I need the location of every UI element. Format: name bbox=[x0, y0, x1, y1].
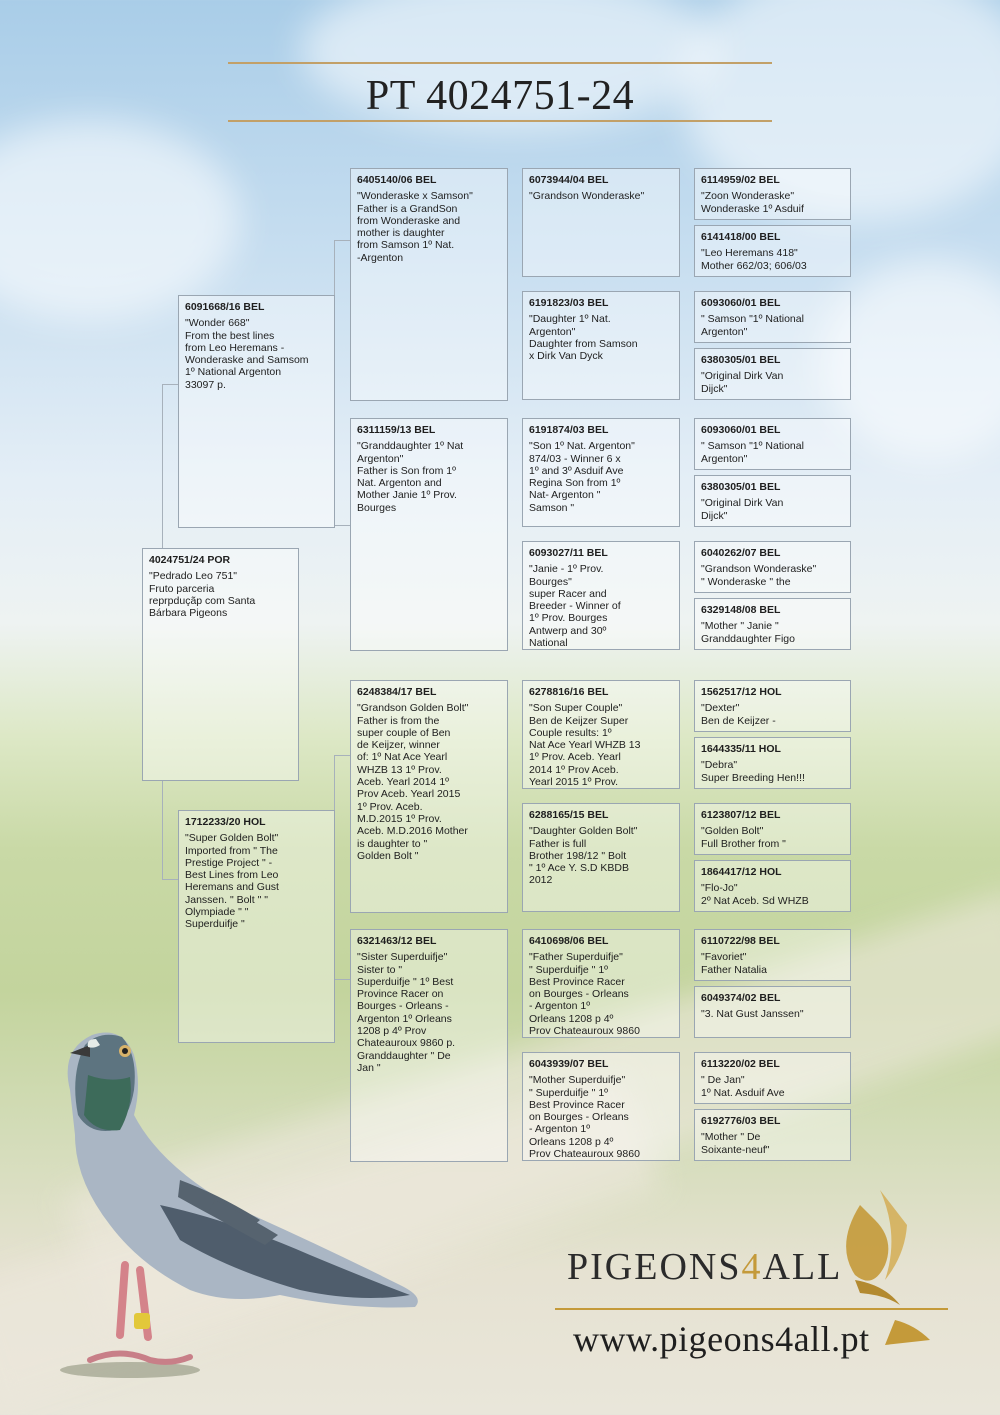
pigeon-description: "Debra" Super Breeding Hen!!! bbox=[701, 759, 805, 784]
ring-number: 6410698/06 BEL bbox=[529, 935, 609, 947]
gen3-box bbox=[522, 680, 680, 789]
ring-number: 6380305/01 BEL bbox=[701, 481, 781, 493]
ring-number: 6040262/07 BEL bbox=[701, 547, 781, 559]
ring-number: 1864417/12 HOL bbox=[701, 866, 782, 878]
brand-logo-end: ALL bbox=[762, 1246, 843, 1288]
pigeon-photo bbox=[30, 965, 450, 1385]
gen4-box bbox=[694, 803, 851, 855]
pigeon-description: "Father Superduifje" " Superduifje " 1º Best Province Racer on Bourges - Orleans - Argenton 1º Orleans 1208 p 4º Prov Chateauroux 9860 bbox=[529, 951, 640, 1038]
ring-number: 6191823/03 BEL bbox=[529, 297, 609, 309]
gen4-box bbox=[694, 1052, 851, 1104]
connector-line bbox=[334, 755, 350, 823]
pigeon-description: "Favoriet" Father Natalia bbox=[701, 951, 767, 976]
ring-number: 6405140/06 BEL bbox=[357, 174, 437, 186]
ring-number: 6191874/03 BEL bbox=[529, 424, 609, 436]
brand-logo-text bbox=[567, 1245, 842, 1289]
gen4-box bbox=[694, 168, 851, 220]
ring-number: 6329148/08 BEL bbox=[701, 604, 781, 616]
ring-number: 6288165/15 BEL bbox=[529, 809, 609, 821]
gen4-box bbox=[694, 475, 851, 527]
ring-number: 6311159/13 BEL bbox=[357, 424, 436, 436]
brand-logo-four: 4 bbox=[741, 1246, 763, 1288]
ring-number: 6091668/16 BEL bbox=[185, 301, 265, 313]
gen4-box bbox=[694, 737, 851, 789]
pigeon-description: "3. Nat Gust Janssen" bbox=[701, 1008, 804, 1021]
gen4-box bbox=[694, 541, 851, 593]
website-url: www.pigeons4all.pt bbox=[573, 1319, 870, 1359]
pigeon-description: "Wonderaske x Samson" Father is a GrandSon from Wonderaske and mother is daughter from Samson 1º Nat. -Argenton bbox=[357, 190, 473, 264]
ring-number: 6073944/04 BEL bbox=[529, 174, 609, 186]
ring-number: 1644335/11 HOL bbox=[701, 743, 781, 755]
ring-number: 6049374/02 BEL bbox=[701, 992, 781, 1004]
ring-number: 6093060/01 BEL bbox=[701, 297, 781, 309]
gen4-box bbox=[694, 1109, 851, 1161]
pigeon-description: "Golden Bolt" Full Brother from " bbox=[701, 825, 786, 850]
pigeon-description: "Zoon Wonderaske" Wonderaske 1º Asduif bbox=[701, 190, 804, 215]
gen4-box bbox=[694, 418, 851, 470]
pigeon-description: "Mother " Janie " Granddaughter Figo bbox=[701, 620, 795, 645]
pigeon-description: "Janie - 1º Prov. Bourges" super Racer and Breeder - Winner of 1º Prov. Bourges Antwerp and 30º National bbox=[529, 563, 621, 650]
connector-line bbox=[162, 780, 179, 880]
pigeon-description: "Original Dirk Van Dijck" bbox=[701, 370, 784, 395]
connector-line bbox=[334, 470, 350, 526]
connector-line bbox=[334, 240, 350, 308]
gen3-box bbox=[522, 168, 680, 277]
sire-box bbox=[178, 295, 335, 528]
pigeon-description: "Pedrado Leo 751" Fruto parceria reprpduçãp com Santa Bárbara Pigeons bbox=[149, 570, 256, 620]
gen4-box bbox=[694, 348, 851, 400]
pigeon-description: " Samson "1º National Argenton" bbox=[701, 313, 804, 338]
ring-number: 6321463/12 BEL bbox=[357, 935, 437, 947]
gen4-box bbox=[694, 929, 851, 981]
pigeon-description: "Mother " De Soixante-neuf" bbox=[701, 1131, 770, 1156]
ring-number: 6114959/02 BEL bbox=[701, 174, 780, 186]
ring-number: 6141418/00 BEL bbox=[701, 231, 781, 243]
gen4-box bbox=[694, 860, 851, 912]
pigeon-description: "Original Dirk Van Dijck" bbox=[701, 497, 784, 522]
ring-number: 6248384/17 BEL bbox=[357, 686, 437, 698]
ring-number: 6113220/02 BEL bbox=[701, 1058, 780, 1070]
pigeon-description: "Mother Superduifje" " Superduifje " 1º Best Province Racer on Bourges - Orleans - Argenton 1º Orleans 1208 p 4º Prov Chateauroux 9860 bbox=[529, 1074, 640, 1161]
pigeon-description: "Grandson Golden Bolt" Father is from the super couple of Ben de Keijzer, winner of: 1º Nat Ace Yearl WHZB 13 1º Prov. Aceb. Yearl 2014 1º Prov Aceb. Yearl 2015 1º Prov. Aceb. M.D.2015 1º Prov. Aceb. M.D.2016 Mother is daughter to " Golden Bolt " bbox=[357, 702, 469, 862]
connector-line bbox=[162, 384, 179, 548]
gen2-box bbox=[350, 168, 508, 401]
pigeon-description: "Wonder 668" From the best lines from Leo Heremans - Wonderaske and Samsom 1º National Argenton 33097 p. bbox=[185, 317, 309, 391]
pigeon-description: "Grandson Wonderaske" bbox=[529, 190, 645, 203]
pigeon-description: "Super Golden Bolt" Imported from " The Prestige Project " - Best Lines from Leo Heremans and Gust Janssen. " Bolt " " Olympiade " " Superduifje " bbox=[185, 832, 279, 931]
gen3-box bbox=[522, 418, 680, 527]
title-rule-bottom bbox=[228, 120, 772, 122]
pigeon-description: "Sister Superduifje" Sister to " Superduifje " 1º Best Province Racer on Bourges - Orleans - Argenton 1º Orleans 1208 p 4º Prov Chateauroux 9860 p. Granddaughter " De Jan " bbox=[357, 951, 456, 1074]
gen3-box bbox=[522, 1052, 680, 1161]
ring-number: 6278816/16 BEL bbox=[529, 686, 609, 698]
pedigree-subject-box bbox=[142, 548, 299, 781]
gen4-box bbox=[694, 225, 851, 277]
ring-number: 1712233/20 HOL bbox=[185, 816, 266, 828]
pigeon-description: "Son 1º Nat. Argenton" 874/03 - Winner 6 x 1º and 3º Asduif Ave Regina Son from 1º Nat- Argenton " Samson " bbox=[529, 440, 635, 514]
gen3-box bbox=[522, 803, 680, 912]
pigeon-description: "Daughter Golden Bolt" Father is full Brother 198/12 " Bolt " 1º Ace Y. S.D KBDB 2012 bbox=[529, 825, 638, 887]
pigeon-description: " Samson "1º National Argenton" bbox=[701, 440, 804, 465]
gen4-box bbox=[694, 598, 851, 650]
pigeon-description: "Son Super Couple" Ben de Keijzer Super Couple results: 1º Nat Ace Yearl WHZB 13 1º Prov. Aceb. Yearl 2014 1º Prov Aceb. Yearl 2015 1º Prov. bbox=[529, 702, 641, 789]
pigeon-description: " De Jan" 1º Nat. Asduif Ave bbox=[701, 1074, 785, 1099]
ring-number: 6192776/03 BEL bbox=[701, 1115, 781, 1127]
ring-number: 6093060/01 BEL bbox=[701, 424, 781, 436]
gen4-box bbox=[694, 291, 851, 343]
pigeon-description: "Granddaughter 1º Nat Argenton" Father is Son from 1º Nat. Argenton and Mother Janie 1º Prov. Bourges bbox=[357, 440, 464, 514]
gen2-box bbox=[350, 418, 508, 651]
gen2-box bbox=[350, 680, 508, 913]
ring-number: 6380305/01 BEL bbox=[701, 354, 781, 366]
pigeon-description: "Grandson Wonderaske" " Wonderaske " the bbox=[701, 563, 817, 588]
cloud-decoration bbox=[0, 120, 240, 320]
brand-logo-main: PIGEONS bbox=[567, 1246, 742, 1288]
ring-number: 6123807/12 BEL bbox=[701, 809, 781, 821]
ring-number: 1562517/12 HOL bbox=[701, 686, 782, 698]
gen3-box bbox=[522, 929, 680, 1038]
pigeon-description: "Flo-Jo" 2º Nat Aceb. Sd WHZB bbox=[701, 882, 809, 907]
pigeon-description: "Dexter" Ben de Keijzer - bbox=[701, 702, 776, 727]
gen4-box bbox=[694, 986, 851, 1038]
gen3-box bbox=[522, 541, 680, 650]
gen3-box bbox=[522, 291, 680, 400]
ring-number: 4024751/24 POR bbox=[149, 554, 231, 566]
ring-number: 6093027/11 BEL bbox=[529, 547, 608, 559]
page-title: PT 4024751-24 bbox=[365, 73, 635, 119]
title-rule-top bbox=[228, 62, 772, 64]
pigeon-description: "Leo Heremans 418" Mother 662/03; 606/03 bbox=[701, 247, 807, 272]
ring-number: 6043939/07 BEL bbox=[529, 1058, 609, 1070]
gen4-box bbox=[694, 680, 851, 732]
ring-number: 6110722/98 BEL bbox=[701, 935, 780, 947]
brand-rule bbox=[555, 1308, 948, 1310]
pigeon-description: "Daughter 1º Nat. Argenton" Daughter from Samson x Dirk Van Dyck bbox=[529, 313, 638, 363]
